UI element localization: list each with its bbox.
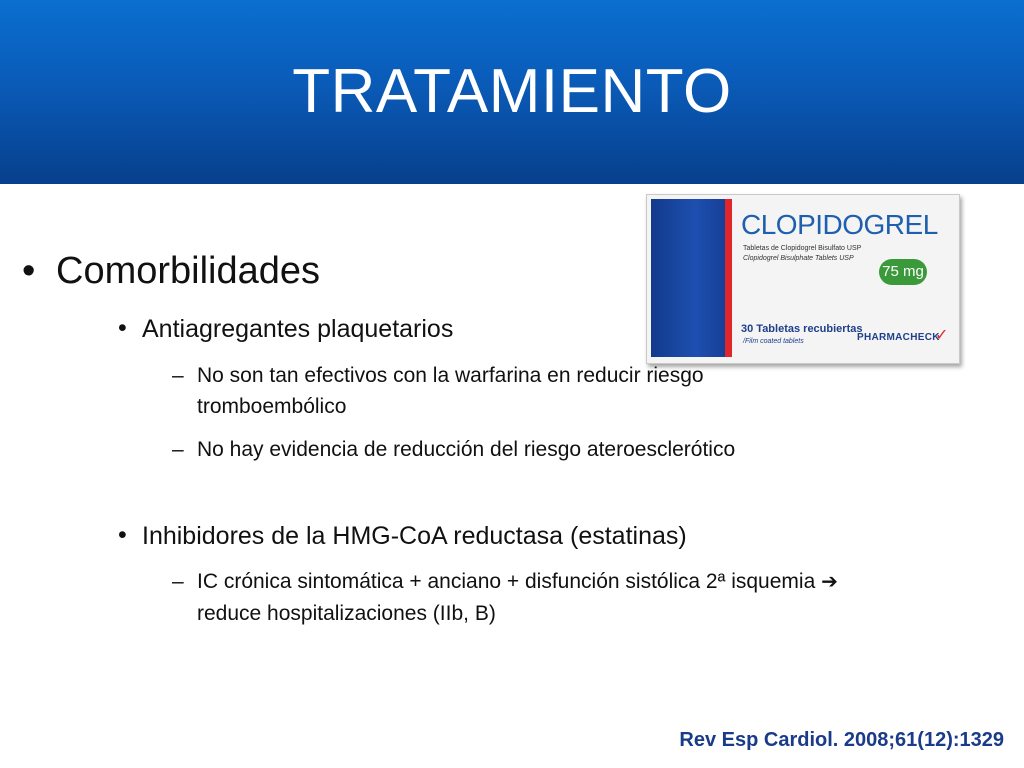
bullet-dot: • xyxy=(118,314,127,342)
reference-citation: Rev Esp Cardiol. 2008;61(12):1329 xyxy=(679,729,1004,751)
package-dose-badge: 75 mg xyxy=(879,259,927,285)
bullet-text: Antiagregantes plaquetarios xyxy=(142,315,454,343)
title-banner xyxy=(0,0,1024,184)
package-subtitle-es: Tabletas de Clopidogrel Bisulfato USP xyxy=(743,245,862,252)
bullet-text: Comorbilidades xyxy=(56,250,321,292)
package-blue-band xyxy=(651,199,725,357)
sub-bullet-text: No son tan efectivos con la warfarina en reducir riesgo tromboembólico xyxy=(197,364,704,418)
bullet-dot: • xyxy=(22,250,36,292)
package-drug-name: CLOPIDOGREL xyxy=(741,209,938,240)
package-subtitle-en: Clopidogrel Bisulphate Tablets USP xyxy=(743,255,854,262)
ic-text-part1: IC crónica sintomática + anciano + disfunción sistólica 2ª isquemia xyxy=(197,570,816,593)
package-count-en: /Film coated tablets xyxy=(743,338,804,345)
ic-text-part2: reduce hospitalizaciones (IIb, B) xyxy=(197,602,496,625)
bullet-dot: • xyxy=(118,521,127,549)
slide-title: TRATAMIENTO xyxy=(292,57,732,126)
package-brand: PHARMACHECK xyxy=(857,332,940,343)
dash-marker: – xyxy=(172,364,184,387)
checkmark-icon: ✓ xyxy=(935,327,949,344)
right-arrow-icon: ➔ xyxy=(821,571,838,593)
sub-bullet-text: No hay evidencia de reducción del riesgo ateroesclerótico xyxy=(197,438,736,461)
dash-marker: – xyxy=(172,570,184,593)
package-count: 30 Tabletas recubiertas xyxy=(741,323,863,335)
bullet-text: Inhibidores de la HMG-CoA reductasa (estatinas) xyxy=(142,522,687,550)
sub-bullet-text xyxy=(197,566,847,629)
package-red-stripe xyxy=(725,199,732,357)
dash-marker: – xyxy=(172,438,184,461)
clopidogrel-package-image xyxy=(646,194,960,364)
